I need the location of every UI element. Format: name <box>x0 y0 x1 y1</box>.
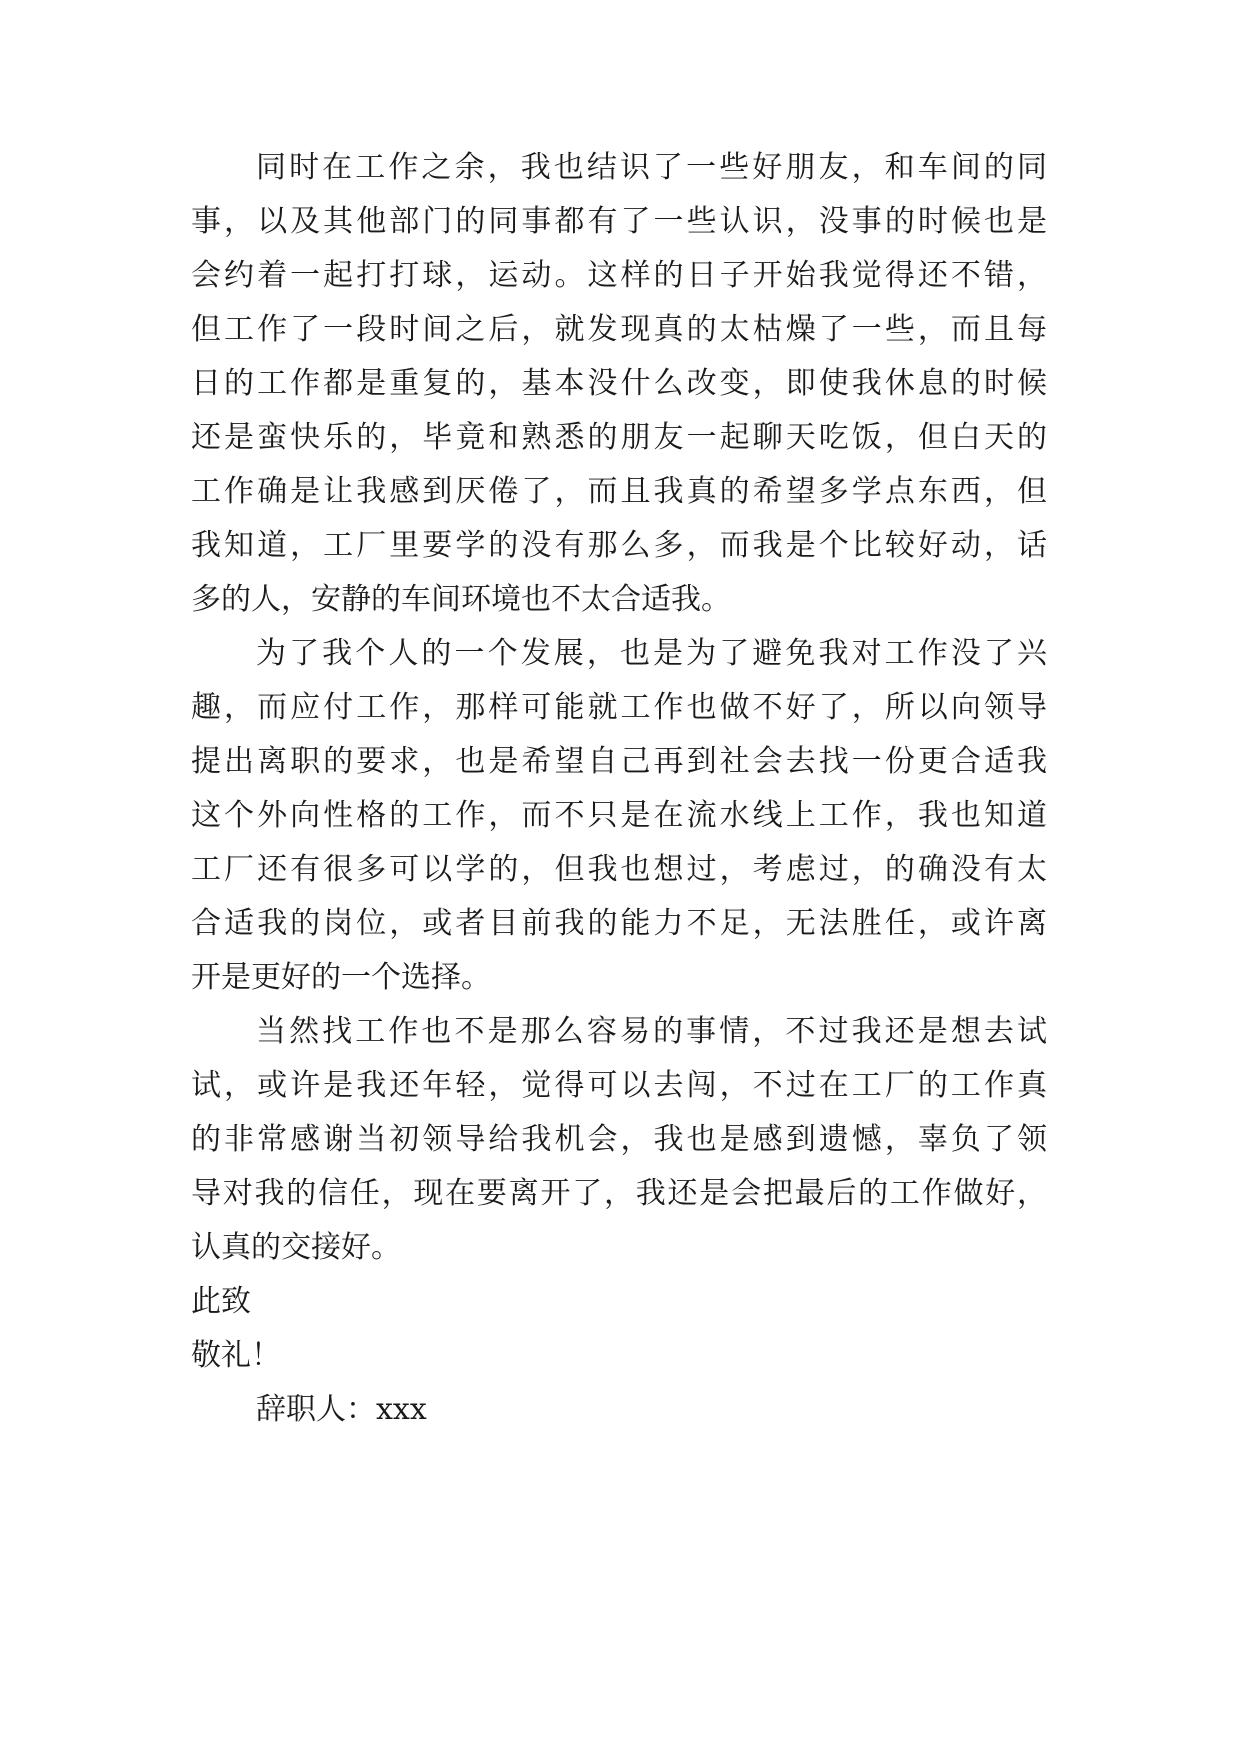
paragraph-1-line-5: 日的工作都是重复的，基本没什么改变，即使我休息的时候 <box>191 366 1047 401</box>
signature-line: 辞职人：xxx <box>256 1392 427 1427</box>
paragraph-3-line-5: 认真的交接好。 <box>191 1230 401 1265</box>
paragraph-3-line-1: 当然找工作也不是那么容易的事情，不过我还是想去试 <box>256 1014 1047 1049</box>
paragraph-2-line-6: 合适我的岗位，或者目前我的能力不足，无法胜任，或许离 <box>191 906 1047 941</box>
paragraph-2-line-4: 这个外向性格的工作，而不只是在流水线上工作，我也知道 <box>191 798 1047 833</box>
paragraph-1-line-7: 工作确是让我感到厌倦了，而且我真的希望多学点东西，但 <box>191 474 1047 509</box>
closing-salutation: 此致 <box>191 1284 251 1319</box>
paragraph-2-line-7: 开是更好的一个选择。 <box>191 960 491 995</box>
paragraph-3-line-3: 的非常感谢当初领导给我机会，我也是感到遗憾，辜负了领 <box>191 1122 1047 1157</box>
paragraph-1-line-4: 但工作了一段时间之后，就发现真的太枯燥了一些，而且每 <box>191 312 1047 347</box>
paragraph-2-line-1: 为了我个人的一个发展，也是为了避免我对工作没了兴 <box>256 636 1047 671</box>
paragraph-1-line-8: 我知道，工厂里要学的没有那么多，而我是个比较好动，话 <box>191 528 1047 563</box>
paragraph-2-line-2: 趣，而应付工作，那样可能就工作也做不好了，所以向领导 <box>191 690 1047 725</box>
paragraph-1-line-1: 同时在工作之余，我也结识了一些好朋友，和车间的同 <box>256 150 1047 185</box>
paragraph-1-line-3: 会约着一起打打球，运动。这样的日子开始我觉得还不错， <box>191 258 1047 293</box>
paragraph-2-line-5: 工厂还有很多可以学的，但我也想过，考虑过，的确没有太 <box>191 852 1047 887</box>
paragraph-1-line-9: 多的人，安静的车间环境也不太合适我。 <box>191 582 731 617</box>
closing-regards: 敬礼！ <box>191 1338 281 1373</box>
paragraph-2-line-3: 提出离职的要求，也是希望自己再到社会去找一份更合适我 <box>191 744 1047 779</box>
paragraph-3-line-2: 试，或许是我还年轻，觉得可以去闯，不过在工厂的工作真 <box>191 1068 1047 1103</box>
paragraph-1-line-2: 事，以及其他部门的同事都有了一些认识，没事的时候也是 <box>191 204 1047 239</box>
paragraph-1-line-6: 还是蛮快乐的，毕竟和熟悉的朋友一起聊天吃饭，但白天的 <box>191 420 1047 455</box>
paragraph-3-line-4: 导对我的信任，现在要离开了，我还是会把最后的工作做好， <box>191 1176 1047 1211</box>
